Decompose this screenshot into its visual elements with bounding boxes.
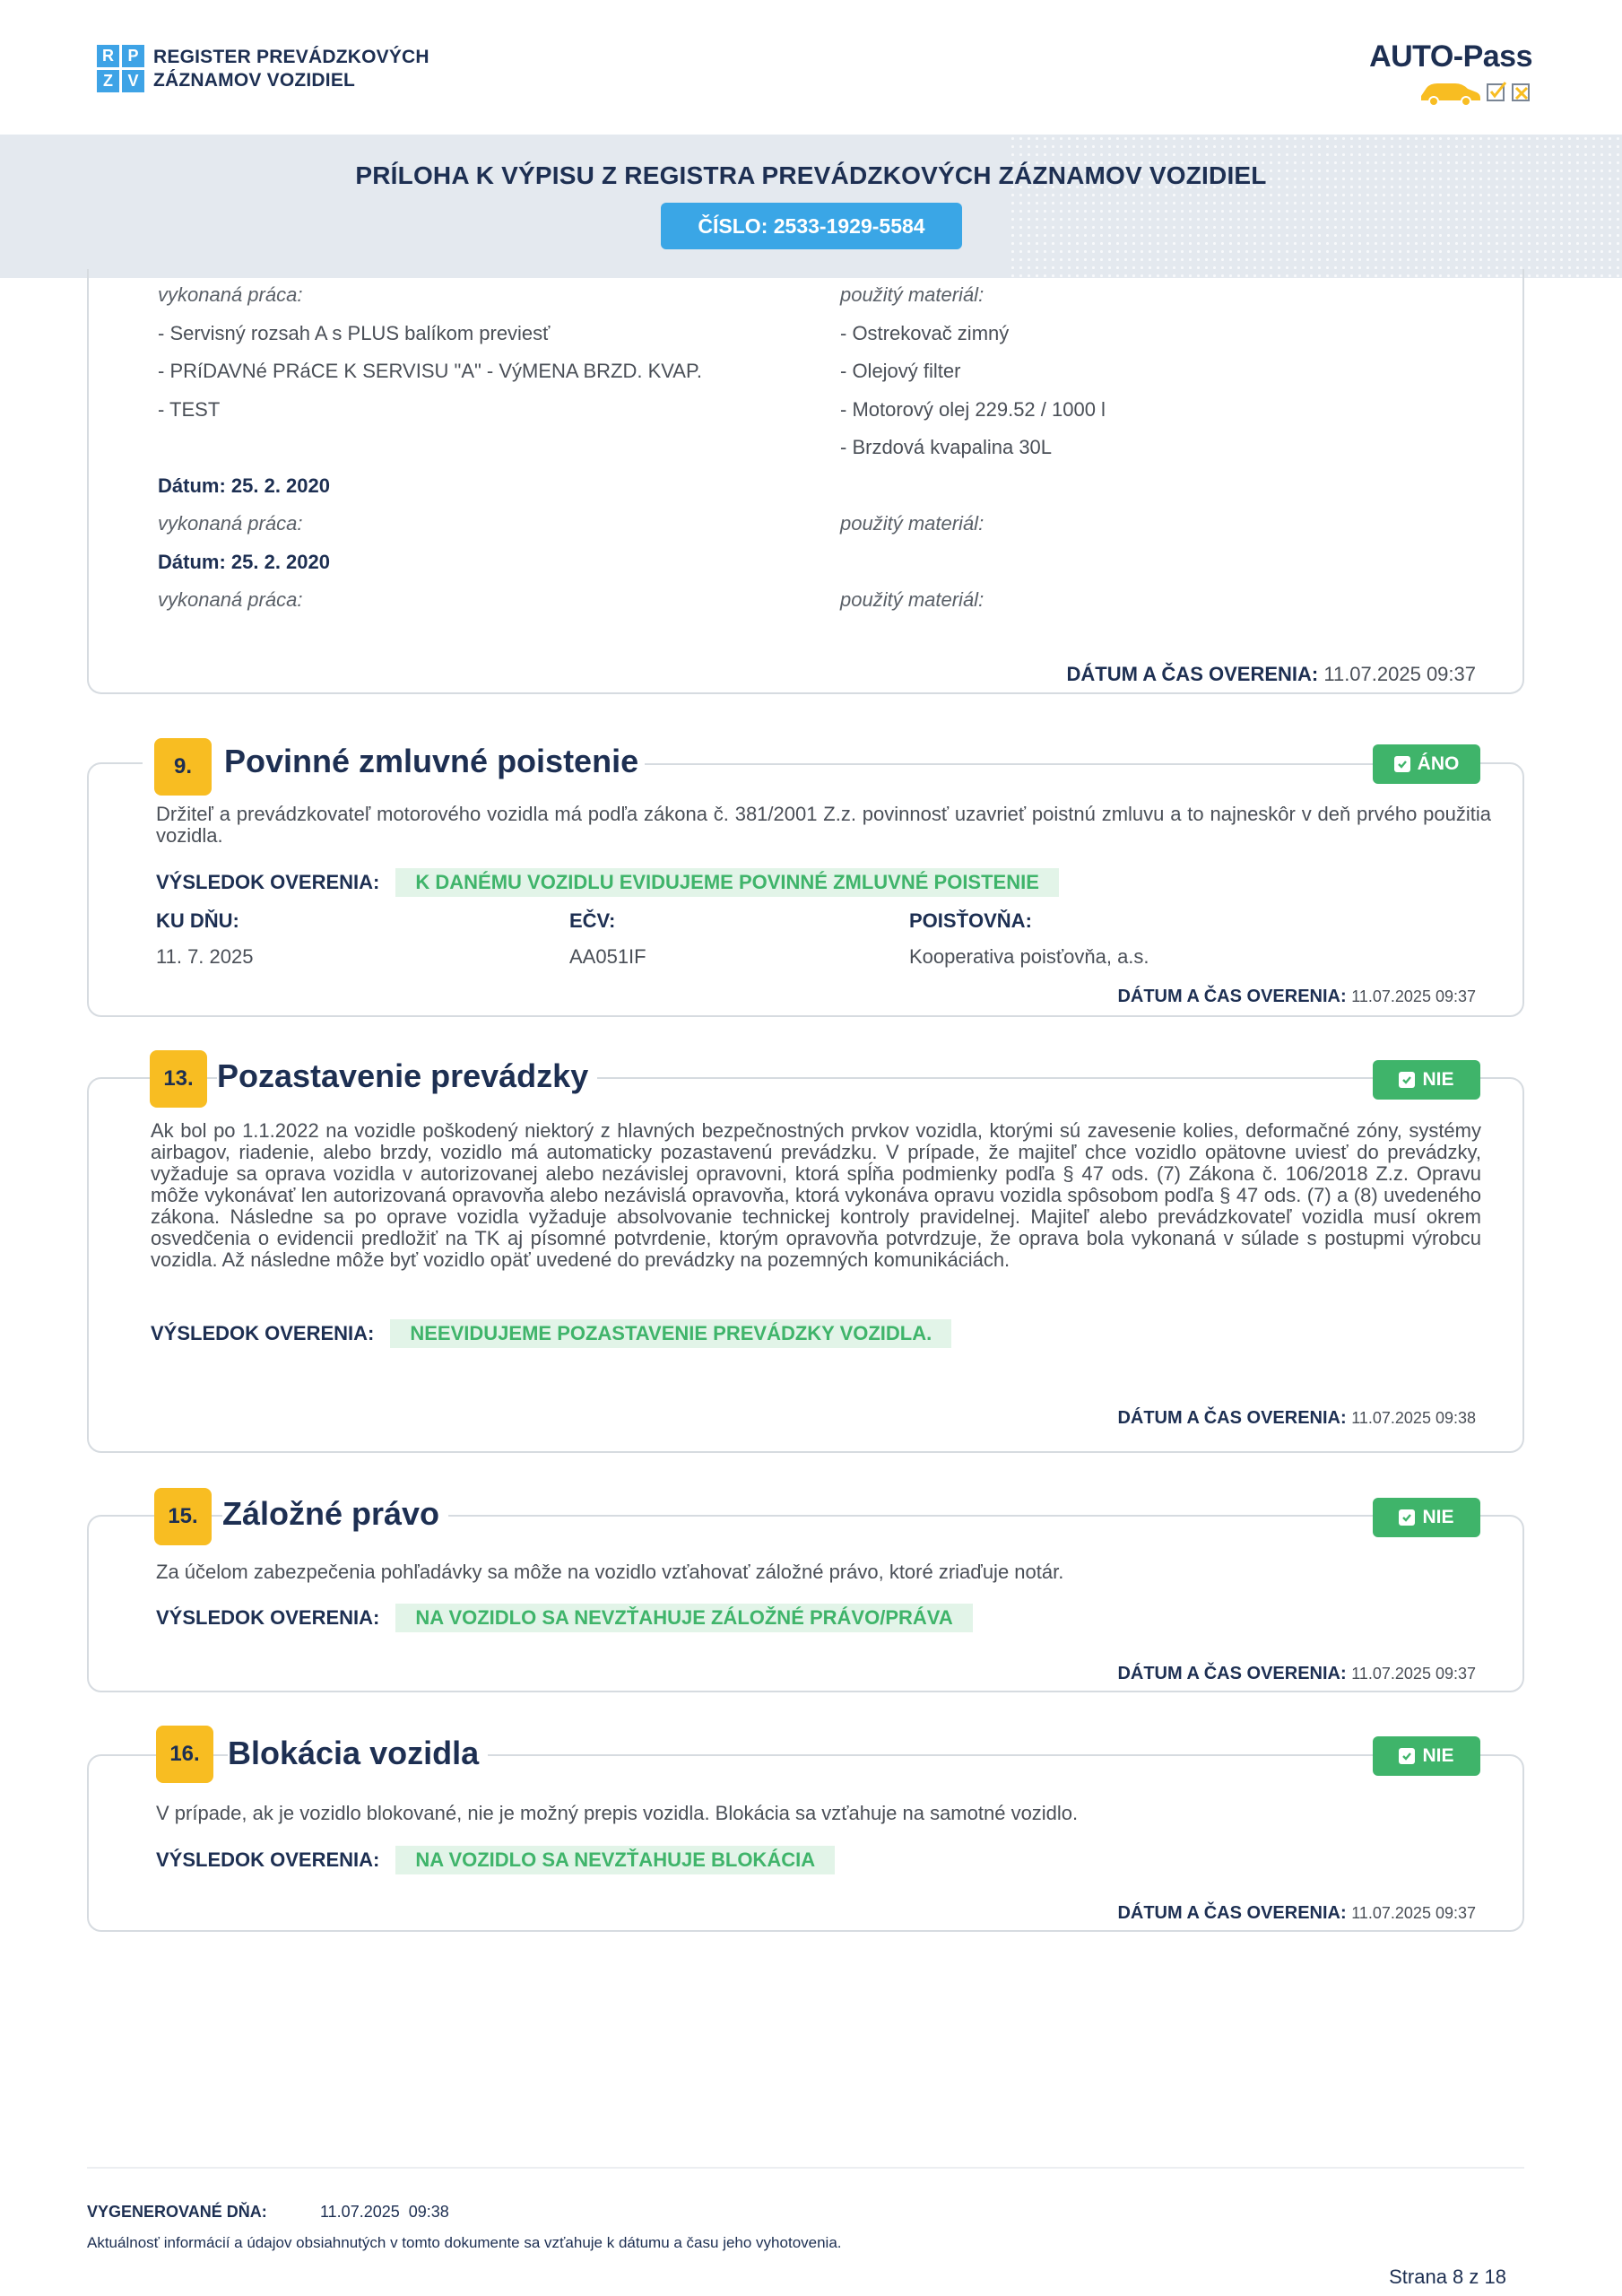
section-number-badge: 16. bbox=[156, 1726, 213, 1783]
logo-letter: Z bbox=[97, 70, 119, 92]
detail-value: Kooperativa poisťovňa, a.s. bbox=[909, 945, 1149, 968]
section-description: Za účelom zabezpečenia pohľadávky sa môže na vozidlo vzťahovať záložné právo, ktoré zriaďuje notár. bbox=[156, 1561, 1064, 1583]
autopass-title: AUTO-Pass bbox=[1369, 39, 1532, 74]
detail-date bbox=[156, 909, 253, 969]
logo-line-1: REGISTER PREVÁDZKOVÝCH bbox=[153, 46, 429, 67]
verification-label: DÁTUM A ČAS OVERENIA: bbox=[1117, 987, 1347, 1006]
work-item: - TEST bbox=[158, 398, 221, 421]
check-icon bbox=[1399, 1072, 1415, 1088]
status-text: ÁNO bbox=[1417, 753, 1460, 774]
work-label: vykonaná práca: bbox=[158, 283, 303, 306]
verification-datetime bbox=[1117, 1664, 1476, 1684]
autopass-icons bbox=[1369, 76, 1532, 107]
verification-result bbox=[156, 868, 1059, 897]
section-suspension bbox=[87, 1057, 1524, 1453]
record-date: Dátum: 25. 2. 2020 bbox=[158, 551, 330, 573]
section-lien bbox=[87, 1495, 1524, 1692]
section-description: V prípade, ak je vozidlo blokované, nie je možný prepis vozidla. Blokácia sa vzťahuje na samotné vozidlo. bbox=[156, 1802, 1079, 1824]
rpzv-logo-text bbox=[153, 46, 429, 92]
result-value: K DANÉMU VOZIDLU EVIDUJEME POVINNÉ ZMLUVNÉ POISTENIE bbox=[395, 868, 1059, 897]
section-number-badge: 9. bbox=[154, 738, 212, 796]
generated-value: 11.07.2025 09:38 bbox=[320, 2203, 449, 2221]
material-label: použitý materiál: bbox=[840, 588, 984, 611]
verification-label: DÁTUM A ČAS OVERENIA: bbox=[1117, 1408, 1347, 1428]
check-icon bbox=[1394, 756, 1410, 772]
verification-datetime bbox=[1117, 1408, 1476, 1429]
rpzv-logo-mark bbox=[97, 45, 144, 92]
verification-value: 11.07.2025 09:37 bbox=[1351, 1665, 1476, 1683]
verification-value: 11.07.2025 09:37 bbox=[1351, 1904, 1476, 1922]
material-label: použitý materiál: bbox=[840, 512, 984, 535]
material-item: - Olejový filter bbox=[840, 360, 961, 382]
detail-value: 11. 7. 2025 bbox=[156, 945, 254, 968]
footer-divider bbox=[87, 2167, 1524, 2169]
material-label: použitý materiál: bbox=[840, 283, 984, 306]
section-insurance bbox=[87, 743, 1524, 1017]
status-text: NIE bbox=[1422, 1745, 1454, 1766]
verification-value: 11.07.2025 09:37 bbox=[1351, 987, 1476, 1005]
autopass-logo bbox=[1369, 39, 1532, 107]
detail-value: AA051IF bbox=[569, 945, 646, 968]
verification-datetime bbox=[1117, 1903, 1476, 1924]
section-number-badge: 13. bbox=[150, 1050, 207, 1108]
check-icon bbox=[1399, 1509, 1415, 1526]
record-date: Dátum: 25. 2. 2020 bbox=[158, 474, 330, 497]
detail-label: POISŤOVŇA: bbox=[909, 909, 1032, 932]
verification-result bbox=[151, 1319, 951, 1348]
page-number: Strana 8 z 18 bbox=[1389, 2266, 1506, 2288]
logo-letter: R bbox=[97, 45, 119, 67]
work-label: vykonaná práca: bbox=[158, 512, 303, 535]
status-text: NIE bbox=[1422, 1507, 1454, 1527]
material-item: - Brzdová kvapalina 30L bbox=[840, 436, 1053, 458]
material-item: - Motorový olej 229.52 / 1000 l bbox=[840, 398, 1106, 421]
section-title: Pozastavenie prevádzky bbox=[217, 1057, 597, 1095]
section-description: Ak bol po 1.1.2022 na vozidle poškodený niektorý z hlavných bezpečnostných prvkov vozidla, ktorými sú zavesenie kolies, deformačné zóny, systémy airbagov, riadenie, alebo brzdy, vozidlo má automaticky pozastavenú prevádzku. V prípade, že majiteľ chce vozidlo opätovne uviesť do prevádzky, vyžaduje sa oprava vozidla v autorizovanej alebo nezávislej opravovni, ktorá spĺňa podmienky podľa § 47 ods. (7) Zákona č. 106/2018 Z.z. Opravu môže vykonávať len autorizovaná opravovňa alebo nezávislá opravovňa, ktorá vykonáva opravu vozidla spôsobom podľa § 47 ods. (7) a (8) uvedeného zákona. Následne sa po oprave vozidla vyžaduje absolvovanie technickej kontroly pravidelnej. Majiteľ alebo prevádzkovateľ vozidla musí okrem osvedčenia o evidencii predložiť na TK aj písomné potvrdenie, ktorým opravovňa potvrdzuje, že oprava bola vykonaná v súlade s postupmi výrobcu vozidla. Až následne môže byť vozidlo opäť uvedené do prevádzky na pozemných komunikáciách. bbox=[151, 1119, 1481, 1271]
result-value: NA VOZIDLO SA NEVZŤAHUJE ZÁLOŽNÉ PRÁVO/PRÁVA bbox=[395, 1604, 972, 1632]
generated-label: VYGENEROVANÉ DŇA: bbox=[87, 2203, 267, 2221]
work-item: - PRíDAVNé PRáCE K SERVISU "A" - VýMENA BRZD. KVAP. bbox=[158, 360, 702, 382]
footer-note: Aktuálnosť informácií a údajov obsiahnutých v tomto dokumente sa vzťahuje k dátumu a času jeho vyhotovenia. bbox=[87, 2234, 842, 2251]
status-text: NIE bbox=[1422, 1069, 1454, 1090]
status-badge bbox=[1373, 1736, 1480, 1776]
service-records-section bbox=[87, 269, 1524, 694]
document-number-badge: ČÍSLO: 2533-1929-5584 bbox=[661, 203, 962, 249]
status-badge bbox=[1373, 744, 1480, 784]
result-label: VÝSLEDOK OVERENIA: bbox=[156, 871, 380, 893]
verification-datetime bbox=[1067, 663, 1476, 686]
header-banner bbox=[0, 135, 1622, 278]
head-rule bbox=[645, 763, 1459, 765]
section-blocking bbox=[87, 1735, 1524, 1932]
verification-label: DÁTUM A ČAS OVERENIA: bbox=[1117, 1903, 1347, 1923]
section-description: Držiteľ a prevádzkovateľ motorového vozidla má podľa zákona č. 381/2001 Z.z. povinnosť uzavrieť poistnú zmluvu a to najneskôr v deň prvého použitia vozidla. bbox=[156, 803, 1491, 847]
checkbox-cross-icon bbox=[1511, 81, 1532, 102]
section-title: Blokácia vozidla bbox=[228, 1735, 488, 1772]
result-value: NEEVIDUJEME POZASTAVENIE PREVÁDZKY VOZIDLA. bbox=[390, 1319, 951, 1348]
verification-value: 11.07.2025 09:38 bbox=[1351, 1409, 1476, 1427]
status-badge bbox=[1373, 1498, 1480, 1537]
car-icon bbox=[1418, 76, 1482, 107]
logo-letter: P bbox=[122, 45, 144, 67]
checkbox-icon bbox=[1486, 81, 1507, 102]
verification-label: DÁTUM A ČAS OVERENIA: bbox=[1066, 663, 1319, 685]
rpzv-logo bbox=[97, 45, 429, 92]
section-title: Záložné právo bbox=[222, 1495, 448, 1533]
detail-plate bbox=[569, 909, 646, 969]
section-title: Povinné zmluvné poistenie bbox=[224, 743, 647, 780]
check-icon bbox=[1399, 1748, 1415, 1764]
work-item: - Servisný rozsah A s PLUS balíkom previesť bbox=[158, 322, 551, 344]
material-item: - Ostrekovač zimný bbox=[840, 322, 1010, 344]
detail-insurer bbox=[909, 909, 1149, 969]
detail-label: KU DŇU: bbox=[156, 909, 239, 932]
verification-value: 11.07.2025 09:37 bbox=[1323, 663, 1476, 685]
verification-label: DÁTUM A ČAS OVERENIA: bbox=[1117, 1664, 1347, 1683]
banner-title: PRÍLOHA K VÝPISU Z REGISTRA PREVÁDZKOVÝCH ZÁZNAMOV VOZIDIEL bbox=[355, 161, 1267, 189]
logo-line-2: ZÁZNAMOV VOZIDIEL bbox=[153, 69, 356, 91]
result-label: VÝSLEDOK OVERENIA: bbox=[151, 1322, 375, 1344]
result-label: VÝSLEDOK OVERENIA: bbox=[156, 1848, 380, 1871]
section-number-badge: 15. bbox=[154, 1488, 212, 1545]
verification-datetime bbox=[1117, 987, 1476, 1007]
verification-result bbox=[156, 1846, 835, 1874]
status-badge bbox=[1373, 1060, 1480, 1100]
detail-label: EČV: bbox=[569, 909, 616, 932]
result-label: VÝSLEDOK OVERENIA: bbox=[156, 1606, 380, 1629]
verification-result bbox=[156, 1604, 973, 1632]
result-value: NA VOZIDLO SA NEVZŤAHUJE BLOKÁCIA bbox=[395, 1846, 835, 1874]
logo-letter: V bbox=[122, 70, 144, 92]
work-label: vykonaná práca: bbox=[158, 588, 303, 611]
